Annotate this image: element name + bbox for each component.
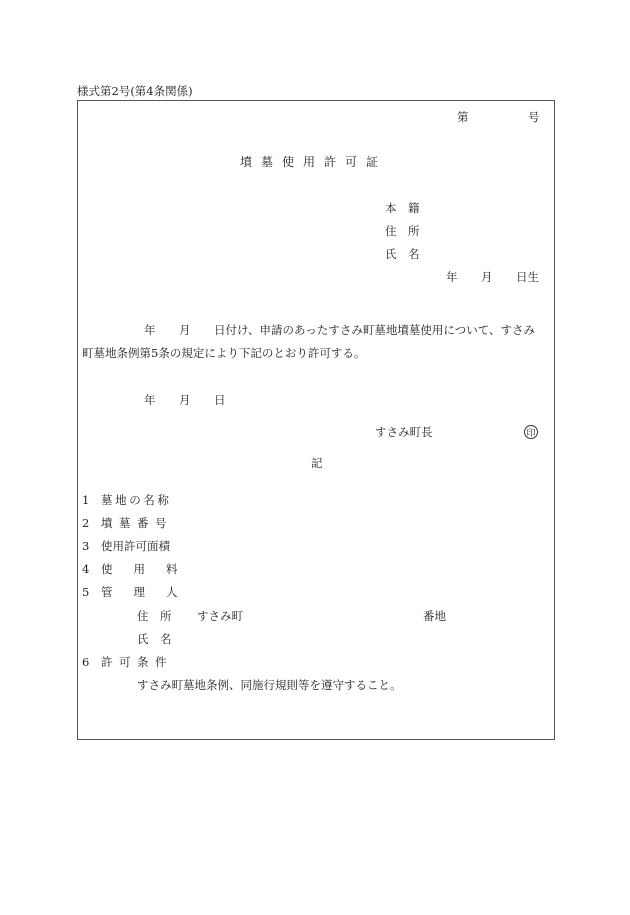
form-label: 様式第2号(第4条関係) [77, 84, 193, 98]
document-title: 墳墓使用許可証 [240, 155, 388, 169]
body-line1: 日付け、申請のあったすさみ町墓地墳墓使用について、すさみ [214, 323, 535, 337]
ki-heading: 記 [311, 456, 323, 470]
item-3-num: 3 [82, 539, 90, 553]
body-line2: 町墓地条例第5条の規定により下記のとおり許可する。 [82, 346, 366, 360]
birth-tsuki: 月 [481, 270, 493, 284]
applicant-shimei: 氏 名 [385, 247, 420, 261]
number-go: 号 [528, 110, 540, 124]
body-nen: 年 [144, 323, 156, 337]
item-2-num: 2 [82, 516, 90, 530]
item-4-num: 4 [82, 562, 90, 576]
item-1-label: 墓地の名称 [101, 493, 172, 507]
manager-banchi: 番地 [423, 609, 446, 623]
number-dai: 第 [457, 110, 469, 124]
birth-nen: 年 [446, 270, 458, 284]
item-4-label: 使用料 [101, 562, 199, 576]
item-3-label: 使用許可面積 [101, 539, 170, 553]
item-6-label: 許可条件 [101, 655, 173, 669]
manager-shimei: 氏 名 [137, 632, 172, 646]
birth-nichisei: 日生 [516, 270, 539, 284]
applicant-jusho: 住 所 [385, 224, 420, 238]
mayor-label: すさみ町長 [375, 425, 433, 439]
date-nen: 年 [144, 393, 156, 407]
condition-text: すさみ町墓地条例、同施行規則等を遵守すること。 [137, 678, 402, 692]
applicant-honseki: 本 籍 [385, 201, 420, 215]
date-tsuki: 月 [179, 393, 191, 407]
date-hi: 日 [214, 393, 226, 407]
item-1-num: 1 [82, 493, 90, 507]
item-5-label: 管理人 [101, 585, 199, 599]
seal-icon: 印 [524, 425, 538, 439]
manager-town: すさみ町 [197, 609, 243, 623]
body-tsuki: 月 [179, 323, 191, 337]
item-2-label: 墳墓番号 [101, 516, 173, 530]
item-6-num: 6 [82, 655, 90, 669]
item-5-num: 5 [82, 585, 90, 599]
manager-jusho: 住 所 [137, 609, 172, 623]
